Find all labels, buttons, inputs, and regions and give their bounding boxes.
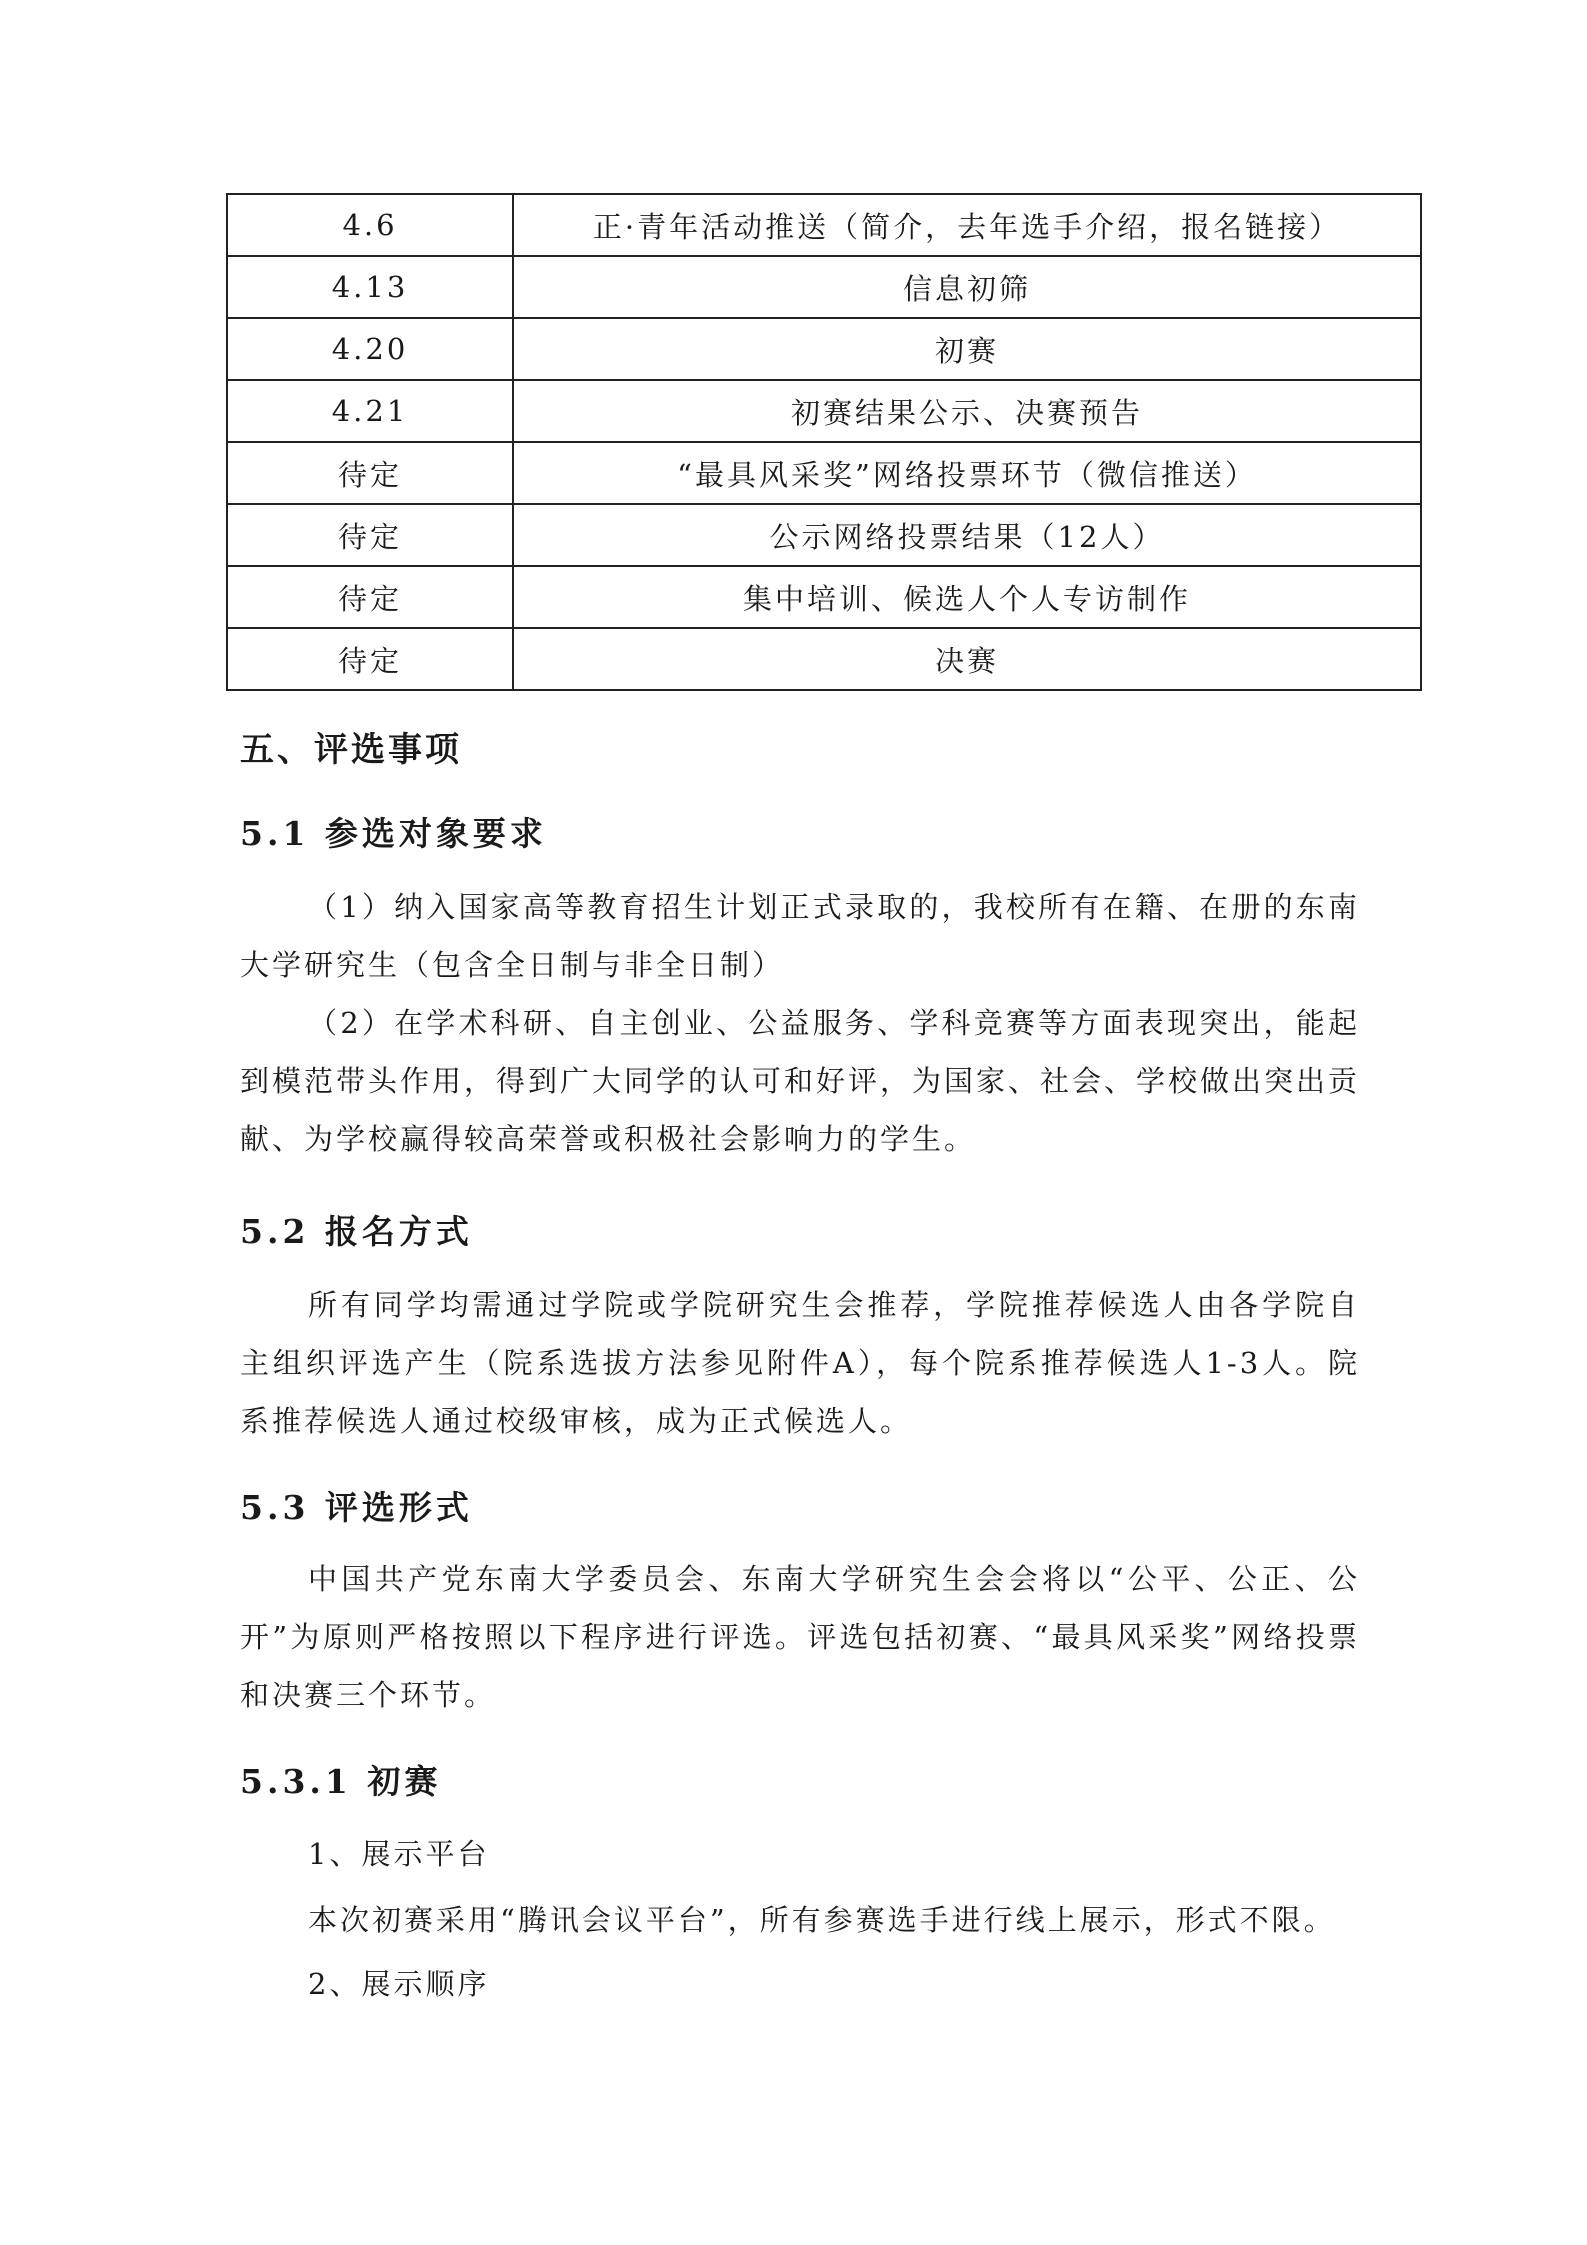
schedule-date-cell: 待定 bbox=[227, 566, 513, 628]
schedule-item-cell: 决赛 bbox=[513, 628, 1421, 690]
schedule-item-cell: 集中培训、候选人个人专访制作 bbox=[513, 566, 1421, 628]
schedule-item-cell: “最具风采奖”网络投票环节（微信推送） bbox=[513, 442, 1421, 504]
schedule-date-cell: 4.20 bbox=[227, 318, 513, 380]
subsection-heading-5-3: 5.3 评选形式 bbox=[240, 1488, 473, 1527]
paragraph-5-2-1: 所有同学均需通过学院或学院研究生会推荐，学院推荐候选人由各学院自主组织评选产生（院系选拔方法参见附件A），每个院系推荐候选人1-3人。院系推荐候选人通过校级审核，成为正式候选人。 bbox=[240, 1288, 1360, 1438]
table-row bbox=[227, 504, 1421, 566]
subsection-heading-5-1: 5.1 参选对象要求 bbox=[240, 814, 547, 853]
schedule-table bbox=[226, 193, 1422, 691]
schedule-item-cell: 公示网络投票结果（12人） bbox=[513, 504, 1421, 566]
schedule-table-body bbox=[227, 194, 1421, 690]
schedule-item-cell: 初赛 bbox=[513, 318, 1421, 380]
schedule-date-cell: 待定 bbox=[227, 628, 513, 690]
list-item-showcase-platform: 1、展示平台 bbox=[308, 1837, 490, 1871]
schedule-date-cell: 4.21 bbox=[227, 380, 513, 442]
table-row bbox=[227, 380, 1421, 442]
subsection-heading-5-3-1: 5.3.1 初赛 bbox=[240, 1762, 442, 1801]
subsection-heading-5-2: 5.2 报名方式 bbox=[240, 1212, 473, 1251]
schedule-item-cell: 正·青年活动推送（简介，去年选手介绍，报名链接） bbox=[513, 194, 1421, 256]
paragraph-5-1-1: （1）纳入国家高等教育招生计划正式录取的，我校所有在籍、在册的东南大学研究生（包含全日制与非全日制） bbox=[240, 890, 1360, 982]
paragraph-showcase-platform: 本次初赛采用“腾讯会议平台”，所有参赛选手进行线上展示，形式不限。 bbox=[308, 1903, 1336, 1937]
schedule-item-cell: 初赛结果公示、决赛预告 bbox=[513, 380, 1421, 442]
table-row bbox=[227, 628, 1421, 690]
table-row bbox=[227, 194, 1421, 256]
paragraph-5-1-2: （2）在学术科研、自主创业、公益服务、学科竞赛等方面表现突出，能起到模范带头作用，得到广大同学的认可和好评，为国家、社会、学校做出突出贡献、为学校赢得较高荣誉或积极社会影响力的学生。 bbox=[240, 1006, 1361, 1156]
schedule-date-cell: 待定 bbox=[227, 442, 513, 504]
table-row bbox=[227, 256, 1421, 318]
paragraph-5-3-1: 中国共产党东南大学委员会、东南大学研究生会会将以“公平、公正、公开”为原则严格按照以下程序进行评选。评选包括初赛、“最具风采奖”网络投票和决赛三个环节。 bbox=[240, 1562, 1360, 1712]
schedule-date-cell: 4.13 bbox=[227, 256, 513, 318]
schedule-date-cell: 待定 bbox=[227, 504, 513, 566]
schedule-date-cell: 4.6 bbox=[227, 194, 513, 256]
table-row bbox=[227, 442, 1421, 504]
schedule-item-cell: 信息初筛 bbox=[513, 256, 1421, 318]
table-row bbox=[227, 318, 1421, 380]
section-title: 五、评选事项 bbox=[240, 730, 462, 770]
table-row bbox=[227, 566, 1421, 628]
list-item-showcase-order: 2、展示顺序 bbox=[308, 1967, 490, 2001]
